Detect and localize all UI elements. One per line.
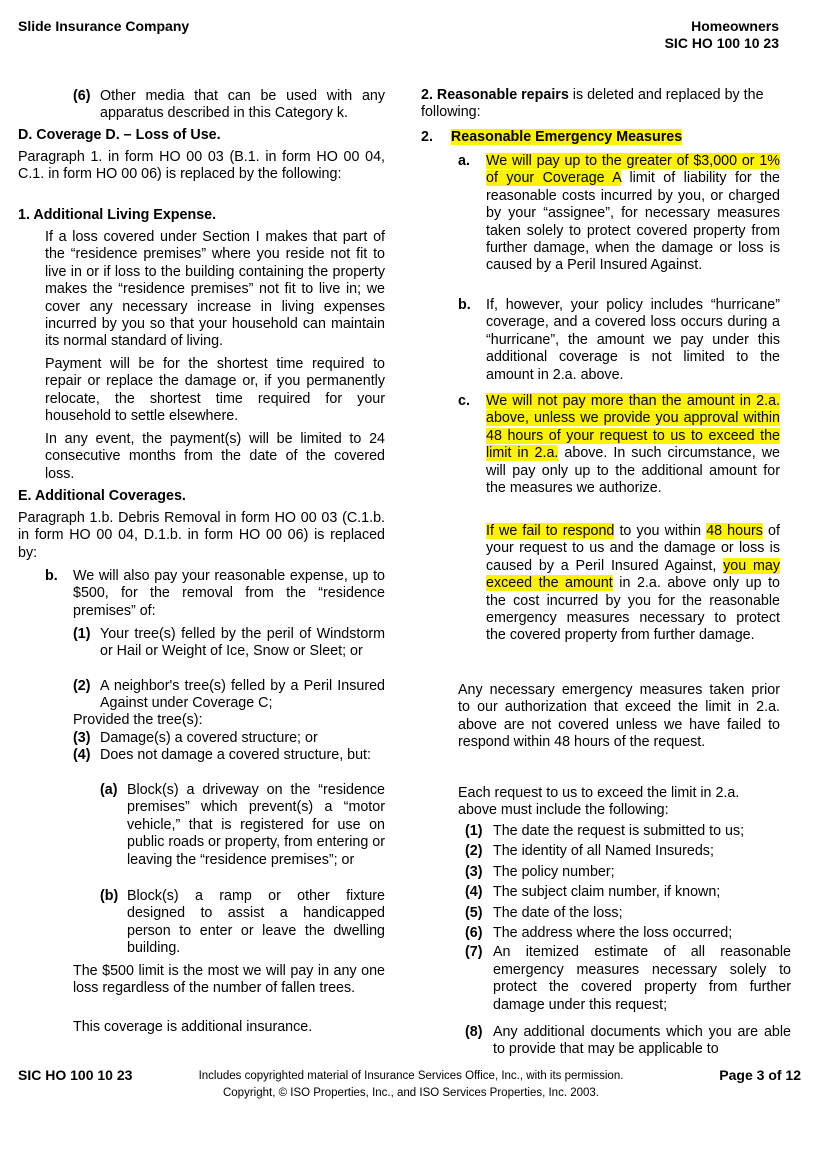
emergency-title: Reasonable Emergency Measures (450, 129, 683, 145)
emergency-c-num: c. (458, 393, 470, 409)
debris-item-3 (73, 730, 385, 747)
each-request-paragraph: Each request to us to exceed the limit in 2.a. above must include the following: (458, 785, 740, 819)
list-num: (6) (465, 925, 483, 942)
list-item (465, 843, 791, 860)
debris-item-a (100, 782, 385, 869)
emergency-num: 2. (421, 129, 433, 145)
list-item (465, 823, 791, 840)
ale-paragraph-2: Payment will be for the shortest time required to repair or replace the damage or, if you permanently relocate, the shortest time required for your household to settle elsewhere. (45, 356, 385, 425)
list-num: (3) (465, 863, 483, 880)
header-form-number: SIC HO 100 10 23 (664, 35, 779, 51)
emergency-a-num: a. (458, 153, 470, 169)
list-text: Any additional documents which you are able to provide that may be applicable to (493, 1024, 791, 1058)
emergency-b-text: If, however, your policy includes “hurricane” coverage, and a covered loss occurs during a “hurricane”, the amount we pay under this additional coverage is not limited to the amount in 2.a. above. (486, 297, 780, 383)
emergency-b-num: b. (458, 297, 471, 313)
list-text: The address where the loss occurred; (493, 925, 733, 942)
list-num: (2) (465, 843, 483, 860)
debris-a-text: Block(s) a driveway on the “residence premises” which prevent(s) a “motor vehicle,” that is registered for use on public roads or property, from entering or leaving the “residence premises”; or (127, 782, 385, 868)
debris-item-4 (73, 747, 385, 764)
list-item (465, 944, 791, 1014)
provided-text: Provided the tree(s): (73, 712, 203, 728)
emergency-item-b (458, 297, 780, 384)
request-requirements-list (465, 823, 791, 1059)
fail-hl-2: 48 hours (706, 523, 763, 539)
item6-num: (6) (73, 88, 91, 104)
emergency-a-highlight: We will pay up to the greater of $3,000 or 1% of your Coverage A (486, 153, 780, 187)
list-item (465, 905, 791, 922)
debris-bsub-text: Block(s) a ramp or other fixture designed to assist a handicapped person to enter or leave the dwelling building. (127, 888, 385, 957)
page-number: Page 3 of 12 (719, 1067, 801, 1083)
additional-coverages-paragraph: Paragraph 1.b. Debris Removal in form HO 00 03 (C.1.b. in form HO 00 04, D.1.b. in form HO 00 06) is replaced by: (18, 510, 385, 561)
debris-1-num: (1) (73, 626, 91, 642)
debris-2-num: (2) (73, 678, 91, 694)
fail-text-2: of your request to us and the damage or loss is caused by a Peril Insured Against, (486, 523, 780, 574)
emergency-item-a (458, 153, 780, 275)
additional-insurance-text: This coverage is additional insurance. (73, 1019, 313, 1035)
list-item (465, 884, 791, 901)
ale-heading: 1. Additional Living Expense. (18, 207, 217, 223)
coverage-d-heading: D. Coverage D. – Loss of Use. (18, 127, 221, 143)
list-num: (8) (465, 1024, 483, 1041)
emergency-item-c (458, 393, 780, 497)
emergency-a-rest: limit of liability for the reasonable costs incurred by you, or charged by your “assignee”, for necessary measures taken solely to protect covered property from further damage, when the damage or loss is caused by a Peril Insured Against. (486, 170, 780, 274)
ale-paragraph-3: In any event, the payment(s) will be limited to 24 consecutive months from the date of the covered loss. (45, 431, 385, 482)
fail-hl-3: you may exceed the amount (486, 557, 780, 592)
debris-4-text: Does not damage a covered structure, but: (100, 747, 371, 763)
company-name: Slide Insurance Company (18, 18, 190, 34)
footer-copyright-1: Includes copyrighted material of Insurance Services Office, Inc., with its permission. (198, 1070, 624, 1082)
item6-text: Other media that can be used with any apparatus described in this Category k. (100, 88, 385, 122)
list-text: The identity of all Named Insureds; (493, 843, 714, 860)
coverage-d-paragraph: Paragraph 1. in form HO 00 03 (B.1. in form HO 00 04, C.1. in form HO 00 06) is replaced by the following: (18, 149, 385, 183)
debris-1-text: Your tree(s) felled by the peril of Windstorm or Hail or Weight of Ice, Snow or Sleet; or (100, 626, 385, 660)
list-item (465, 864, 791, 881)
debris-item-b-sub (100, 888, 385, 958)
debris-b-text: We will also pay your reasonable expense, up to $500, for the removal from the “residence premises” of: (73, 568, 385, 619)
debris-4-num: (4) (73, 747, 91, 763)
debris-a-num: (a) (100, 782, 118, 798)
fail-text-1: to you within (619, 523, 702, 539)
debris-item-2 (73, 678, 385, 713)
list-text: The date the request is submitted to us; (493, 823, 745, 839)
debris-3-num: (3) (73, 730, 91, 746)
debris-3-text: Damage(s) a covered structure; or (100, 730, 318, 746)
item6 (73, 88, 385, 123)
list-item (465, 1024, 791, 1059)
list-num: (1) (465, 823, 483, 839)
reasonable-repairs-intro: 2. Reasonable repairs is deleted and replaced by the following: (421, 87, 764, 121)
list-num: (4) (465, 884, 483, 901)
fail-text-3: in 2.a. above only up to the cost incurred by you for the reasonable emergency measures necessary to protect the covered property from further damage. (486, 575, 780, 644)
line-of-business: Homeowners (691, 18, 779, 34)
list-item (465, 925, 791, 942)
debris-item-b (45, 568, 385, 620)
footer-form-number: SIC HO 100 10 23 (18, 1067, 133, 1083)
limit-paragraph: The $500 limit is the most we will pay in any one loss regardless of the number of fallen trees. (73, 963, 385, 997)
fail-hl-1: If we fail to respond (486, 523, 615, 539)
emergency-measures-heading (421, 129, 781, 146)
list-num: (7) (465, 944, 483, 961)
list-text: An itemized estimate of all reasonable emergency measures necessary solely to protect the covered property from further damage under this request; (493, 944, 791, 1013)
debris-2-text: A neighbor's tree(s) felled by a Peril Insured Against under Coverage C; (100, 678, 385, 712)
additional-coverages-heading: E. Additional Coverages. (18, 488, 186, 504)
debris-item-1 (73, 626, 385, 661)
debris-b-num: b. (45, 568, 58, 584)
list-text: The date of the loss; (493, 904, 623, 921)
debris-bsub-num: (b) (100, 888, 119, 904)
any-emergency-measures-paragraph: Any necessary emergency measures taken prior to our authorization that exceed the limit in 2.a. above are not covered unless we have failed to respond within 48 hours of the request. (458, 682, 780, 751)
emergency-c-highlight: We will not pay more than the amount in 2.a. above, unless we provide you approval within 48 hours of your request to us to exceed the limit in 2.a. (486, 393, 780, 462)
list-num: (5) (465, 904, 483, 921)
list-text: The subject claim number, if known; (493, 884, 721, 901)
ale-paragraph-1: If a loss covered under Section I makes that part of the “residence premises” where you reside not fit to live in or if loss to the building containing the property makes the “residence premises” not fit to live in; we cover any necessary increase in living expenses incurred by you so that your household can maintain its normal standard of living. (45, 229, 385, 350)
list-text: The policy number; (493, 863, 615, 880)
footer-copyright-2: Copyright, © ISO Properties, Inc., and ISO Services Properties, Inc. 2003. (222, 1087, 599, 1099)
emergency-c-rest: above. In such circumstance, we will pay only up to the additional amount for the measures we authorize. (486, 445, 780, 497)
fail-to-respond-paragraph (486, 523, 780, 645)
